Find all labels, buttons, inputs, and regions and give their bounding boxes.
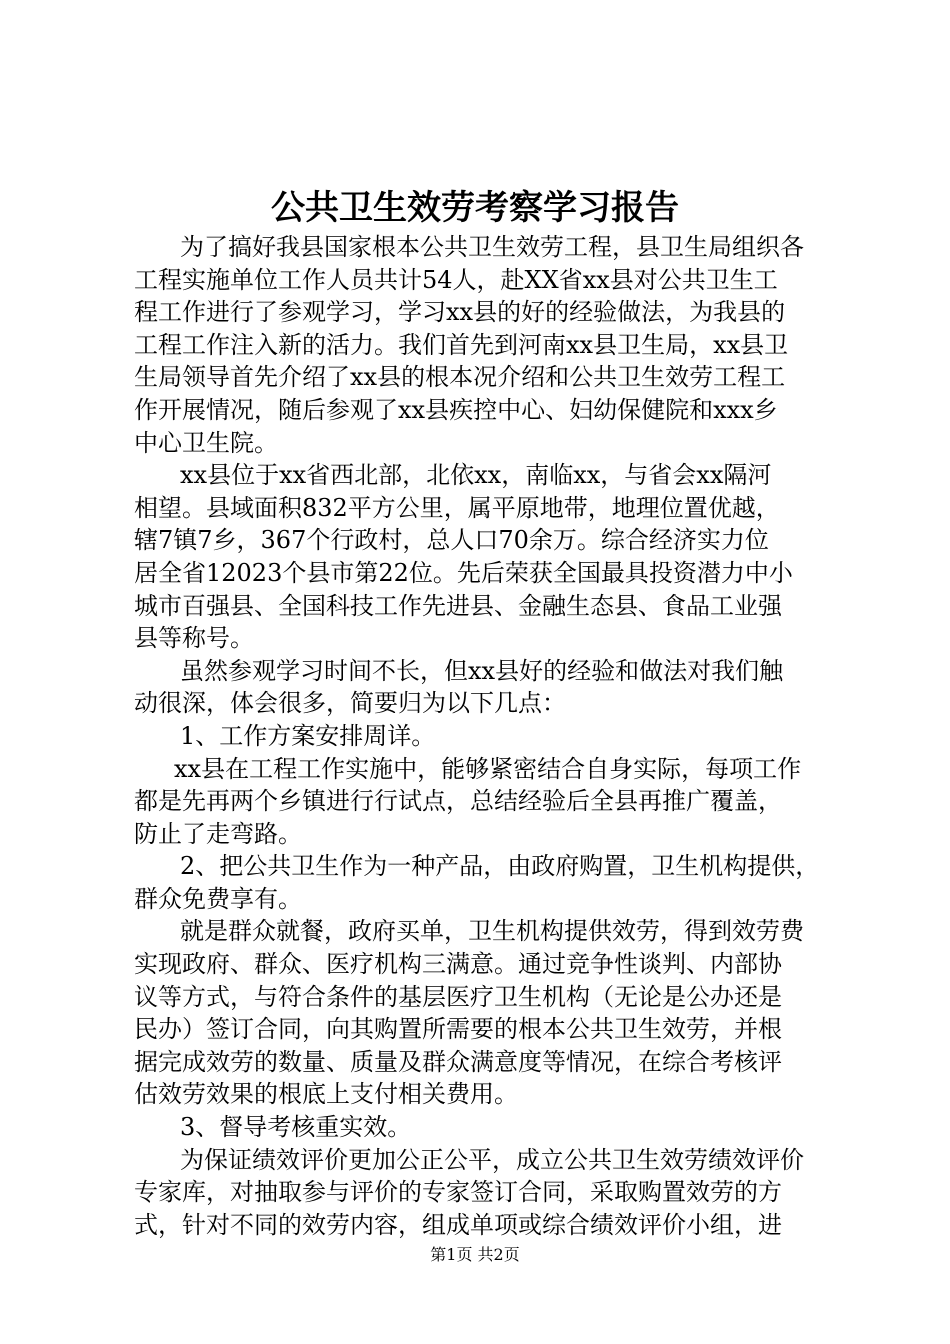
page-footer: 第1页 共2页 (430, 1245, 520, 1264)
body-line: 估效劳效果的根底上支付相关费用。 (134, 1080, 518, 1109)
body-line: 县等称号。 (134, 624, 254, 653)
body-line: 式，针对不同的效劳内容，组成单项或综合绩效评价小组，进 (134, 1210, 782, 1239)
body-line: 民办）签订合同，向其购置所需要的根本公共卫生效劳，并根 (134, 1015, 782, 1044)
body-line: 据完成效劳的数量、质量及群众满意度等情况，在综合考核评 (134, 1047, 782, 1076)
body-line: 工程工作注入新的活力。我们首先到河南xx县卫生局，xx县卫 (134, 330, 789, 359)
body-line: 都是先再两个乡镇进行行试点，总结经验后全县再推广覆盖， (134, 787, 782, 816)
body-line: 生局领导首先介绍了xx县的根本况介绍和公共卫生效劳工程工 (134, 363, 786, 392)
body-line: 为保证绩效评价更加公正公平，成立公共卫生效劳绩效评价 (180, 1145, 804, 1174)
body-line: xx县在工程工作实施中，能够紧密结合自身实际，每项工作 (174, 754, 802, 783)
body-line: 工程实施单位工作人员共计54人，赴XX省xx县对公共卫生工 (134, 265, 778, 294)
body-line: 相望。县域面积832平方公里，属平原地带，地理位置优越， (134, 493, 780, 522)
body-line: 专家库，对抽取参与评价的专家签订合同，采取购置效劳的方 (134, 1178, 782, 1207)
body-line: 群众免费享有。 (134, 884, 302, 913)
body-line: 居全省12023个县市第22位。先后荣获全国最具投资潜力中小 (134, 558, 793, 587)
body-line: xx县位于xx省西北部，北依xx，南临xx，与省会xx隔河 (180, 461, 772, 490)
document-body (134, 231, 834, 1241)
body-line: 动很深，体会很多，简要归为以下几点： (134, 689, 566, 718)
body-line: 为了搞好我县国家根本公共卫生效劳工程，县卫生局组织各 (180, 233, 804, 261)
section-heading: 2、把公共卫生作为一种产品，由政府购置，卫生机构提供， (180, 852, 820, 881)
body-line: 防止了走弯路。 (134, 819, 302, 848)
body-line: 虽然参观学习时间不长，但xx县好的经验和做法对我们触 (180, 656, 784, 685)
section-heading: 1、工作方案安排周详。 (180, 721, 436, 750)
body-line: 议等方式，与符合条件的基层医疗卫生机构（无论是公办还是 (134, 982, 782, 1011)
body-line: 作开展情况，随后参观了xx县疾控中心、妇幼保健院和xxx乡 (134, 395, 778, 424)
body-line: 城市百强县、全国科技工作先进县、金融生态县、食品工业强 (134, 591, 782, 620)
body-line: 实现政府、群众、医疗机构三满意。通过竞争性谈判、内部协 (134, 950, 782, 979)
body-line: 就是群众就餐，政府买单，卫生机构提供效劳，得到效劳费 (180, 917, 804, 946)
document-title: 公共卫生效劳考察学习报告 (271, 188, 679, 228)
body-line: 中心卫生院。 (134, 428, 278, 457)
body-line: 辖7镇7乡，367个行政村，总人口70余万。综合经济实力位 (134, 526, 769, 555)
section-heading: 3、督导考核重实效。 (180, 1113, 412, 1142)
body-line: 程工作进行了参观学习，学习xx县的好的经验做法，为我县的 (134, 298, 786, 327)
